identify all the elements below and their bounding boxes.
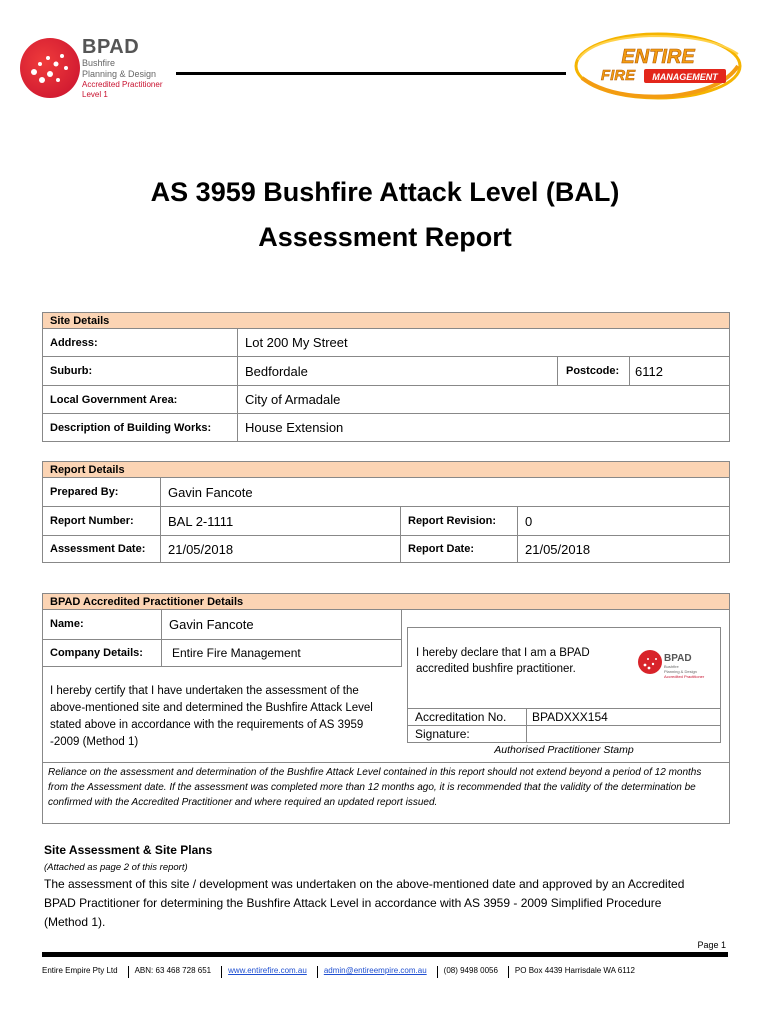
postcode-label-text: Postcode: bbox=[566, 365, 620, 377]
efm-logo-management: MANAGEMENT bbox=[652, 72, 718, 82]
signature-label bbox=[407, 725, 527, 743]
address-value bbox=[237, 328, 730, 357]
lga-value bbox=[237, 385, 730, 414]
report-date-value-text: 21/05/2018 bbox=[525, 541, 591, 557]
bpad-stamp-logo bbox=[636, 646, 716, 682]
accreditation-value-text: BPADXXX154 bbox=[532, 710, 608, 724]
page-number: Page 1 bbox=[697, 940, 726, 950]
bpad-stamp-sub2: Planning & Design bbox=[664, 669, 697, 674]
stamp-caption: Authorised Practitioner Stamp bbox=[494, 744, 634, 756]
footer-website-link[interactable]: www.entirefire.com.au bbox=[228, 966, 307, 975]
site-assessment-note: (Attached as page 2 of this report) bbox=[44, 862, 188, 873]
report-details-heading: Report Details bbox=[42, 461, 730, 478]
report-title-line2: Assessment Report bbox=[258, 222, 512, 252]
footer-phone: (08) 9498 0056 bbox=[443, 966, 498, 975]
report-number-label-text: Report Number: bbox=[50, 515, 134, 527]
postcode-label bbox=[557, 356, 630, 386]
signature-field[interactable] bbox=[526, 725, 721, 743]
prepared-by-value bbox=[160, 477, 730, 507]
bpad-acc-line1: Accredited Practitioner bbox=[82, 80, 163, 89]
lga-label-text: Local Government Area: bbox=[50, 393, 178, 406]
prepared-by-value-text: Gavin Fancote bbox=[168, 484, 253, 500]
footer-company: Entire Empire Pty Ltd bbox=[42, 966, 118, 975]
suburb-value bbox=[237, 356, 558, 386]
bpad-sub-line2: Planning & Design bbox=[82, 69, 157, 79]
bpad-dots-icon bbox=[20, 38, 80, 98]
bpad-stamp-icon bbox=[636, 646, 716, 682]
bpad-logo bbox=[20, 34, 180, 104]
report-revision-label-text: Report Revision: bbox=[408, 515, 497, 527]
report-revision-value bbox=[517, 506, 730, 536]
assessment-date-label-text: Assessment Date: bbox=[50, 543, 146, 555]
assessment-date-value-text: 21/05/2018 bbox=[168, 541, 234, 557]
prepared-by-label-text: Prepared By: bbox=[50, 486, 119, 498]
site-details-heading: Site Details bbox=[42, 312, 730, 329]
bpad-stamp-acc1: Accredited Practitioner bbox=[664, 674, 705, 679]
footer-separator bbox=[221, 966, 222, 978]
address-label-text: Address: bbox=[50, 336, 98, 349]
bpad-accreditation bbox=[82, 80, 162, 100]
bpad-logo-name: BPAD bbox=[82, 36, 140, 58]
site-assessment-paragraph: The assessment of this site / development was undertaken on the above-mentioned date and approved by an Accredited BPAD Practitioner for determining the Bushfire Attack Level in accordance with AS 3959 - 2009 Simplified Procedure (Method 1). bbox=[44, 877, 685, 929]
assessment-date-value bbox=[160, 535, 401, 563]
suburb-label bbox=[42, 356, 238, 386]
accreditation-label bbox=[407, 708, 527, 726]
footer-separator bbox=[437, 966, 438, 978]
practitioner-name-label-text: Name: bbox=[50, 618, 84, 630]
bpad-stamp-sub1: Bushfire bbox=[664, 664, 679, 669]
address-value-text: Lot 200 My Street bbox=[245, 335, 348, 350]
company-details-label bbox=[42, 639, 162, 667]
accreditation-label-text: Accreditation No. bbox=[415, 710, 507, 724]
report-number-label bbox=[42, 506, 161, 536]
suburb-label-text: Suburb: bbox=[50, 365, 93, 377]
company-details-value-text: Entire Fire Management bbox=[172, 646, 301, 660]
bpad-sub-line1: Bushfire bbox=[82, 58, 116, 68]
footer bbox=[42, 966, 742, 978]
practitioner-name-value-text: Gavin Fancote bbox=[169, 617, 254, 632]
footer-po-box: PO Box 4439 Harrisdale WA 6112 bbox=[514, 966, 635, 975]
report-date-value bbox=[517, 535, 730, 563]
report-date-label-text: Report Date: bbox=[408, 543, 475, 555]
address-label bbox=[42, 328, 238, 357]
footer-rule bbox=[42, 952, 728, 957]
lga-label bbox=[42, 385, 238, 414]
building-works-label bbox=[42, 413, 238, 442]
footer-separator bbox=[508, 966, 509, 978]
reliance-note: Reliance on the assessment and determination of the Bushfire Attack Level contained in this report should not extend beyond a period of 12 months from the Assessment date. If the assessment was completed more than 12 months ago, it is recommended that the validity of the determination be confirmed with the Accredited Practitioner and where required an updated report issued. bbox=[42, 762, 730, 824]
building-works-label-text: Description of Building Works: bbox=[50, 421, 212, 434]
building-works-value-text: House Extension bbox=[245, 420, 344, 435]
bpad-stamp-name: BPAD bbox=[664, 653, 692, 664]
assessment-date-label bbox=[42, 535, 161, 563]
company-details-label-text: Company Details: bbox=[50, 647, 143, 659]
prepared-by-label bbox=[42, 477, 161, 507]
efm-logo-top: ENTIRE bbox=[621, 46, 695, 68]
header-rule bbox=[176, 72, 566, 75]
efm-logo-fire: FIRE bbox=[600, 67, 636, 84]
footer-separator bbox=[317, 966, 318, 978]
building-works-value bbox=[237, 413, 730, 442]
lga-value-text: City of Armadale bbox=[245, 392, 341, 407]
report-title-line1: AS 3959 Bushfire Attack Level (BAL) bbox=[150, 177, 620, 207]
practitioner-name-value bbox=[161, 609, 402, 640]
suburb-value-text: Bedfordale bbox=[245, 363, 308, 379]
footer-abn: ABN: 63 468 728 651 bbox=[134, 966, 212, 975]
signature-label-text: Signature: bbox=[415, 727, 470, 741]
report-revision-label bbox=[400, 506, 518, 536]
bpad-logo-subtitle bbox=[82, 58, 156, 80]
footer-separator bbox=[128, 966, 129, 978]
report-number-value-text: BAL 2-1111 bbox=[168, 513, 234, 529]
site-assessment-title: Site Assessment & Site Plans bbox=[44, 843, 213, 857]
bpad-acc-line2: Level 1 bbox=[82, 90, 108, 99]
accreditation-value bbox=[526, 708, 721, 726]
postcode-value bbox=[629, 356, 730, 386]
certification-statement: I hereby certify that I have undertaken the assessment of the above-mentioned site and determined the Bushfire Attack Level stated above in accordance with the requirements of AS 3959 -2009 (Method 1) bbox=[50, 685, 373, 748]
entire-fire-management-logo bbox=[572, 30, 744, 102]
report-revision-value-text: 0 bbox=[525, 513, 533, 529]
report-title bbox=[0, 170, 770, 260]
practitioner-name-label bbox=[42, 609, 162, 640]
practitioner-declaration: I hereby declare that I am a BPAD accredited bushfire practitioner. bbox=[416, 647, 590, 675]
postcode-value-text: 6112 bbox=[635, 363, 663, 379]
report-date-label bbox=[400, 535, 518, 563]
company-details-value bbox=[161, 639, 402, 667]
footer-email-link[interactable]: admin@entireempire.com.au bbox=[323, 966, 427, 975]
report-number-value bbox=[160, 506, 401, 536]
practitioner-heading: BPAD Accredited Practitioner Details bbox=[42, 593, 730, 610]
